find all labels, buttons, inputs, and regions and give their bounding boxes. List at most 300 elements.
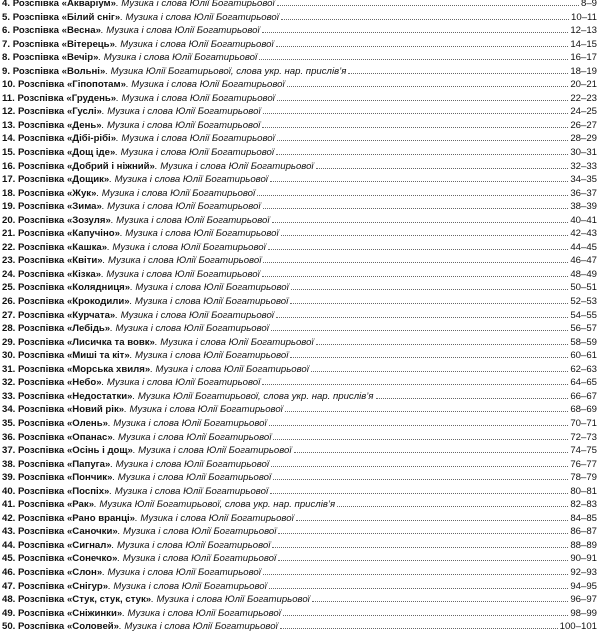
entry-prefix: Розспівка — [18, 594, 65, 606]
entry-prefix: Розспівка — [18, 268, 65, 280]
entry-credit: . Музика і слова Юлії Богатирьової — [129, 350, 289, 362]
entry-credit: . Музика і слова Юлії Богатирьової — [107, 241, 266, 253]
entry-number: 50. — [2, 621, 16, 633]
dot-leader — [290, 348, 568, 358]
toc-entry[interactable] — [0, 240, 600, 254]
dot-leader — [262, 23, 569, 33]
dot-leader — [276, 37, 569, 47]
entry-prefix: Розспівка — [18, 119, 65, 131]
entry-number: 29. — [2, 336, 16, 348]
entry-pages: 64–65 — [570, 377, 597, 389]
entry-title: «Сонечко» — [66, 553, 118, 565]
entry-credit: . Музика і слова Юлії Богатирьової — [110, 214, 270, 226]
entry-pages: 74–75 — [570, 445, 597, 457]
entry-number: 18. — [2, 187, 16, 199]
dot-leader — [269, 416, 569, 426]
entry-credit: . Музика і слова Юлії Богатирьової — [124, 404, 283, 416]
toc-entry[interactable] — [0, 592, 600, 606]
entry-credit: . Музика і слова Юлії Богатирьової — [154, 336, 314, 348]
entry-pages: 54–55 — [570, 309, 597, 321]
dot-leader — [278, 551, 568, 561]
entry-prefix: Розспівка — [18, 431, 65, 443]
entry-title: «Саночки» — [66, 526, 118, 538]
entry-pages: 38–39 — [570, 201, 597, 213]
toc-entry[interactable] — [0, 64, 600, 78]
dot-leader — [273, 430, 568, 440]
entry-title: «Недостатки» — [66, 390, 133, 402]
entry-credit: . Музика і слова Юлії Богатирьової — [101, 377, 261, 389]
toc-entry[interactable] — [0, 402, 600, 416]
entry-pages: 22–23 — [570, 92, 597, 104]
entry-pages: 98–99 — [570, 607, 597, 619]
entry-prefix: Розспівка — [18, 458, 65, 470]
toc-entry[interactable] — [0, 524, 600, 538]
entry-pages: 34–35 — [570, 174, 597, 186]
dot-leader — [290, 294, 568, 304]
entry-title: «Гіпопотам» — [66, 79, 126, 91]
entry-number: 35. — [2, 417, 16, 429]
entry-pages: 72–73 — [570, 431, 597, 443]
entry-credit: . Музика і слова Юлії Богатирьової — [150, 363, 309, 375]
toc-entry[interactable] — [0, 335, 600, 349]
entry-prefix: Розспівка — [18, 553, 65, 565]
dot-leader — [376, 389, 569, 399]
entry-title: «Поспіх» — [66, 485, 110, 497]
toc-entry[interactable] — [0, 511, 600, 525]
entry-number: 8. — [2, 52, 11, 64]
entry-prefix: Розспівка — [12, 11, 59, 23]
dot-leader — [287, 77, 569, 87]
dot-leader — [348, 64, 568, 74]
entry-title: «Дощик» — [66, 174, 110, 186]
entry-pages: 36–37 — [570, 187, 597, 199]
entry-title: «Вітерець» — [61, 38, 115, 50]
entry-number: 4. — [2, 0, 11, 9]
dot-leader — [285, 402, 569, 412]
entry-pages: 12–13 — [570, 25, 597, 37]
toc-entry[interactable] — [0, 159, 600, 173]
entry-credit: . Музика і слова Юлії Богатирьової — [101, 119, 261, 131]
entry-prefix: Розспівка — [18, 445, 65, 457]
toc-entry[interactable] — [0, 470, 600, 484]
entry-credit: . Музика і слова Юлії Богатирьової — [154, 160, 314, 172]
entry-pages: 50–51 — [570, 282, 597, 294]
dot-leader — [273, 470, 568, 480]
toc-entry[interactable] — [0, 551, 600, 565]
entry-credit: . Музика і слова Юлії Богатирьової — [109, 174, 268, 186]
dot-leader — [272, 538, 568, 548]
entry-number: 41. — [2, 499, 16, 511]
entry-credit: . Музика і слова Юлії Богатирьової — [114, 38, 274, 50]
entry-pages: 62–63 — [570, 363, 597, 375]
entry-number: 24. — [2, 268, 16, 280]
entry-prefix: Розспівка — [18, 580, 65, 592]
entry-credit: . Музика і слова Юлії Богатирьової — [108, 580, 267, 592]
toc-entry[interactable] — [0, 619, 600, 633]
entry-credit: . Музика і слова Юлії Богатирьової — [117, 526, 277, 538]
entry-pages: 68–69 — [570, 404, 597, 416]
toc-entry[interactable] — [0, 443, 600, 457]
entry-title: «Добрий і ніжний» — [66, 160, 155, 172]
entry-pages: 84–85 — [570, 512, 597, 524]
entry-credit: . Музика і слова Юлії Богатирьової — [102, 255, 262, 267]
entry-credit: . Музика і слова Юлії Богатирьової — [101, 268, 260, 280]
entry-credit: . Музика і слова Юлії Богатирьової — [130, 282, 289, 294]
entry-credit: . Музика і слова Юлії Богатирьової — [132, 445, 292, 457]
entry-prefix: Розспівка — [18, 526, 65, 538]
entry-title: «Кашка» — [66, 241, 108, 253]
entry-credit: . Музика і слова Юлії Богатирьової — [115, 147, 274, 159]
toc-entry[interactable] — [0, 389, 600, 403]
entry-prefix: Розспівка — [18, 79, 65, 91]
entry-title: «Новий рік» — [66, 404, 125, 416]
entry-pages: 42–43 — [570, 228, 597, 240]
entry-credit: . Музика і слова Юлії Богатирьової — [122, 607, 281, 619]
entry-title: «День» — [66, 119, 102, 131]
toc-entry[interactable] — [0, 457, 600, 471]
entry-number: 27. — [2, 309, 16, 321]
entry-number: 49. — [2, 607, 16, 619]
entry-pages: 24–25 — [570, 106, 597, 118]
entry-credit: . Музика і слова Юлії Богатирьової — [115, 0, 275, 9]
toc-entry[interactable] — [0, 10, 600, 24]
entry-title: «Рак» — [66, 499, 95, 511]
toc-entry[interactable] — [0, 104, 600, 118]
entry-credit: . Музика і слова Юлії Богатирьової — [101, 201, 261, 213]
dot-leader — [263, 104, 569, 114]
toc-entry[interactable] — [0, 308, 600, 322]
entry-number: 43. — [2, 526, 16, 538]
entry-number: 31. — [2, 363, 16, 375]
entry-title: «Гуслі» — [66, 106, 102, 118]
entry-pages: 88–89 — [570, 539, 597, 551]
entry-prefix: Розспівка — [12, 38, 59, 50]
entry-number: 19. — [2, 201, 16, 213]
entry-title: «Слон» — [66, 566, 103, 578]
toc-entry[interactable] — [0, 50, 600, 64]
entry-title: «Колядниця» — [66, 282, 131, 294]
entry-prefix: Розспівка — [18, 377, 65, 389]
entry-prefix: Розспівка — [12, 0, 59, 9]
entry-credit: . Музика і слова Юлії Богатирьової — [98, 52, 258, 64]
toc-entry[interactable] — [0, 538, 600, 552]
entry-credit: . Музика Юлії Богатирьової, слова укр. нар. прислів’я — [105, 65, 347, 77]
entry-number: 5. — [2, 11, 11, 23]
entry-title: «Капучіно» — [66, 228, 120, 240]
entry-title: «Зозуля» — [66, 214, 111, 226]
entry-prefix: Розспівка — [18, 607, 65, 619]
entry-title: «Кізка» — [66, 268, 102, 280]
dot-leader — [271, 321, 568, 331]
dot-leader — [291, 280, 569, 290]
dot-leader — [269, 579, 569, 589]
entry-pages: 46–47 — [570, 255, 597, 267]
entry-number: 14. — [2, 133, 16, 145]
entry-number: 47. — [2, 580, 16, 592]
toc-entry[interactable] — [0, 0, 600, 10]
entry-prefix: Розспівка — [17, 92, 64, 104]
dot-leader — [262, 375, 568, 385]
entry-prefix: Розспівка — [18, 512, 65, 524]
toc-entry[interactable] — [0, 131, 600, 145]
entry-title: «Грудень» — [66, 92, 117, 104]
entry-number: 20. — [2, 214, 16, 226]
entry-credit: . Музика і слова Юлії Богатирьової — [96, 187, 256, 199]
toc-entry[interactable] — [0, 348, 600, 362]
dot-leader — [263, 565, 568, 575]
toc-entry[interactable] — [0, 484, 600, 498]
entry-credit: . Музика і слова Юлії Богатирьової — [112, 472, 272, 484]
entry-number: 38. — [2, 458, 16, 470]
entry-number: 42. — [2, 512, 16, 524]
entry-credit: . Музика і слова Юлії Богатирьової — [125, 79, 285, 91]
entry-prefix: Розспівка — [12, 65, 59, 77]
toc-entry[interactable] — [0, 606, 600, 620]
entry-prefix: Розспівка — [18, 187, 65, 199]
entry-pages: 90–91 — [570, 553, 597, 565]
entry-credit: . Музика і слова Юлії Богатирьової — [151, 594, 310, 606]
entry-pages: 18–19 — [570, 65, 597, 77]
entry-pages: 94–95 — [570, 580, 597, 592]
entry-pages: 16–17 — [570, 52, 597, 64]
toc-entry[interactable] — [0, 118, 600, 132]
entry-number: 33. — [2, 390, 16, 402]
entry-prefix: Розспівка — [18, 336, 65, 348]
entry-pages: 28–29 — [570, 133, 597, 145]
entry-number: 23. — [2, 255, 16, 267]
dot-leader — [280, 619, 558, 629]
entry-pages: 8–9 — [580, 0, 597, 9]
entry-number: 9. — [2, 65, 11, 77]
entry-pages: 40–41 — [570, 214, 597, 226]
entry-prefix: Розспівка — [18, 472, 65, 484]
dot-leader — [276, 308, 568, 318]
toc-entry[interactable] — [0, 565, 600, 579]
toc-entry[interactable] — [0, 267, 600, 281]
entry-credit: . Музика і слова Юлії Богатирьової — [110, 458, 270, 470]
entry-credit: . Музика і слова Юлії Богатирьової — [115, 309, 274, 321]
entry-number: 37. — [2, 445, 16, 457]
entry-number: 12. — [2, 106, 16, 118]
entry-title: «Лебідь» — [66, 323, 111, 335]
entry-number: 25. — [2, 282, 16, 294]
toc-entry[interactable] — [0, 253, 600, 267]
entry-number: 46. — [2, 566, 16, 578]
toc-entry[interactable] — [0, 23, 600, 37]
toc-entry[interactable] — [0, 186, 600, 200]
entry-number: 40. — [2, 485, 16, 497]
dot-leader — [259, 50, 568, 60]
dot-leader — [316, 335, 569, 345]
entry-title: «Миші та кіт» — [66, 350, 130, 362]
toc-entry[interactable] — [0, 91, 600, 105]
toc-entry[interactable] — [0, 375, 600, 389]
toc-entry[interactable] — [0, 280, 600, 294]
entry-title: «Снігур» — [66, 580, 109, 592]
dot-leader — [262, 267, 569, 277]
toc-entry[interactable] — [0, 362, 600, 376]
toc-entry[interactable] — [0, 199, 600, 213]
entry-credit: . Музика і слова Юлії Богатирьової — [135, 512, 294, 524]
entry-pages: 58–59 — [570, 336, 597, 348]
entry-prefix: Розспівка — [18, 350, 65, 362]
entry-credit: . Музика і слова Юлії Богатирьової — [117, 553, 277, 565]
entry-pages: 100–101 — [559, 621, 597, 633]
entry-number: 30. — [2, 350, 16, 362]
entry-prefix: Розспівка — [18, 499, 65, 511]
entry-credit: . Музика Юлії Богатирьової, слова укр. нар. прислів’я — [132, 390, 374, 402]
dot-leader — [268, 240, 569, 250]
toc-entry[interactable] — [0, 226, 600, 240]
entry-pages: 92–93 — [570, 566, 597, 578]
entry-title: «Осінь і дощ» — [66, 445, 133, 457]
entry-title: «Опанас» — [66, 431, 113, 443]
entry-title: «Вечір» — [61, 52, 99, 64]
entry-number: 39. — [2, 472, 16, 484]
entry-number: 16. — [2, 160, 16, 172]
entry-credit: . Музика Юлії Богатирьової, слова укр. нар. прислів’я — [94, 499, 336, 511]
entry-credit: . Музика і слова Юлії Богатирьової — [111, 539, 271, 551]
entry-pages: 66–67 — [570, 390, 597, 402]
entry-number: 11. — [2, 92, 15, 104]
entry-pages: 52–53 — [570, 296, 597, 308]
dot-leader — [277, 131, 569, 141]
entry-credit: . Музика і слова Юлії Богатирьової — [119, 228, 279, 240]
entry-title: «Курчата» — [66, 309, 116, 321]
entry-prefix: Розспівка — [18, 404, 65, 416]
entry-pages: 48–49 — [570, 268, 597, 280]
dot-leader — [316, 159, 569, 169]
dot-leader — [263, 253, 568, 263]
toc-entry[interactable] — [0, 579, 600, 593]
entry-pages: 10–11 — [571, 11, 597, 23]
dot-leader — [278, 524, 568, 534]
entry-prefix: Розспівка — [18, 106, 65, 118]
entry-title: «Пончик» — [66, 472, 113, 484]
entry-prefix: Розспівка — [18, 539, 65, 551]
entry-prefix: Розспівка — [18, 282, 65, 294]
entry-prefix: Розспівка — [18, 214, 65, 226]
entry-number: 6. — [2, 25, 11, 37]
entry-prefix: Розспівка — [18, 241, 65, 253]
entry-title: «Крокодили» — [66, 296, 130, 308]
entry-prefix: Розспівка — [18, 621, 65, 633]
dot-leader — [337, 497, 568, 507]
entry-credit: . Музика і слова Юлії Богатирьової — [100, 25, 260, 37]
entry-number: 17. — [2, 174, 16, 186]
entry-title: «Соловей» — [66, 621, 120, 633]
entry-pages: 60–61 — [570, 350, 597, 362]
entry-title: «Сигнал» — [66, 539, 112, 551]
entry-prefix: Розспівка — [18, 201, 65, 213]
entry-prefix: Розспівка — [18, 417, 65, 429]
dot-leader — [294, 443, 569, 453]
entry-prefix: Розспівка — [18, 160, 65, 172]
entry-prefix: Розспівка — [18, 255, 65, 267]
toc-entry[interactable] — [0, 172, 600, 186]
entry-title: «Дощ іде» — [66, 147, 116, 159]
entry-number: 22. — [2, 241, 16, 253]
entry-credit: . Музика і слова Юлії Богатирьової — [112, 431, 272, 443]
entry-title: «Небо» — [66, 377, 102, 389]
dot-leader — [312, 592, 569, 602]
dot-leader — [296, 511, 569, 521]
entry-number: 28. — [2, 323, 16, 335]
entry-prefix: Розспівка — [18, 323, 65, 335]
entry-pages: 70–71 — [570, 417, 597, 429]
entry-prefix: Розспівка — [18, 296, 65, 308]
entry-pages: 44–45 — [570, 241, 597, 253]
entry-number: 36. — [2, 431, 16, 443]
toc-entry[interactable] — [0, 416, 600, 430]
toc-entry[interactable] — [0, 145, 600, 159]
entry-pages: 32–33 — [570, 160, 597, 172]
entry-title: «Білий сніг» — [61, 11, 121, 23]
entry-credit: . Музика і слова Юлії Богатирьової — [120, 11, 279, 23]
entry-credit: . Музика і слова Юлії Богатирьової — [110, 323, 269, 335]
entry-prefix: Розспівка — [18, 174, 65, 186]
dot-leader — [262, 118, 568, 128]
entry-credit: . Музика і слова Юлії Богатирьової — [107, 417, 267, 429]
entry-pages: 26–27 — [570, 119, 597, 131]
entry-title: «Олень» — [66, 417, 108, 429]
entry-title: «Сніжинки» — [66, 607, 123, 619]
toc-entry[interactable] — [0, 321, 600, 335]
entry-prefix: Розспівка — [18, 485, 65, 497]
entry-credit: . Музика і слова Юлії Богатирьової — [102, 566, 261, 578]
entry-credit: . Музика і слова Юлії Богатирьової — [101, 106, 261, 118]
entry-prefix: Розспівка — [18, 363, 65, 375]
entry-pages: 20–21 — [570, 79, 597, 91]
entry-pages: 56–57 — [570, 323, 597, 335]
toc-entry[interactable] — [0, 497, 600, 511]
toc-entry[interactable] — [0, 77, 600, 91]
entry-pages: 14–15 — [570, 38, 597, 50]
entry-pages: 76–77 — [570, 458, 597, 470]
entry-prefix: Розспівка — [12, 52, 59, 64]
entry-pages: 82–83 — [570, 499, 597, 511]
entry-prefix: Розспівка — [18, 309, 65, 321]
entry-credit: . Музика і слова Юлії Богатирьової — [119, 621, 278, 633]
toc-entry[interactable] — [0, 37, 600, 51]
dot-leader — [277, 0, 579, 6]
entry-title: «Акваріум» — [61, 0, 116, 9]
dot-leader — [272, 213, 569, 223]
entry-number: 7. — [2, 38, 11, 50]
entry-number: 45. — [2, 553, 16, 565]
entry-title: «Квіти» — [66, 255, 103, 267]
dot-leader — [270, 484, 568, 494]
toc-entry[interactable] — [0, 430, 600, 444]
entry-credit: . Музика і слова Юлії Богатирьової — [116, 133, 275, 145]
entry-prefix: Розспівка — [12, 25, 59, 37]
entry-number: 44. — [2, 539, 16, 551]
entry-prefix: Розспівка — [18, 147, 65, 159]
toc-entry[interactable] — [0, 294, 600, 308]
entry-title: «Весна» — [61, 25, 101, 37]
dot-leader — [263, 199, 569, 209]
entry-pages: 80–81 — [570, 485, 597, 497]
dot-leader — [281, 226, 569, 236]
entry-number: 48. — [2, 594, 16, 606]
entry-number: 34. — [2, 404, 16, 416]
toc-entry[interactable] — [0, 213, 600, 227]
entry-title: «Стук, стук, стук» — [66, 594, 152, 606]
entry-credit: . Музика і слова Юлії Богатирьової — [129, 296, 289, 308]
entry-prefix: Розспівка — [18, 390, 65, 402]
dot-leader — [283, 606, 568, 616]
dot-leader — [270, 172, 568, 182]
